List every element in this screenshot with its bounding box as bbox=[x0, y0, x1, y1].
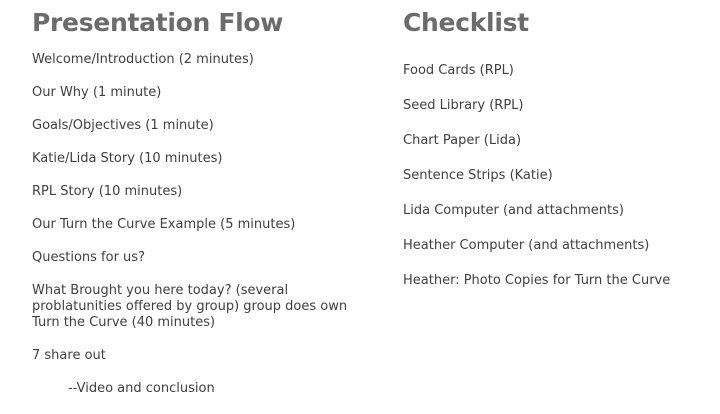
checklist-item-seed-library: Seed Library (RPL) bbox=[403, 98, 524, 113]
flow-item-turn-the-curve-example: Our Turn the Curve Example (5 minutes) bbox=[32, 217, 296, 232]
checklist-title: Checklist bbox=[403, 8, 529, 37]
flow-item-welcome: Welcome/Introduction (2 minutes) bbox=[32, 52, 254, 67]
flow-item-questions: Questions for us? bbox=[32, 250, 145, 265]
flow-item-share-out: 7 share out bbox=[32, 348, 106, 363]
flow-item-what-brought-you: What Brought you here today? (several problatunities offered by group) group does own Turn the Curve (40 minutes) bbox=[32, 283, 348, 330]
checklist-item-photo-copies: Heather: Photo Copies for Turn the Curve bbox=[403, 273, 671, 288]
checklist-item-food-cards: Food Cards (RPL) bbox=[403, 63, 514, 78]
checklist-item-lida-computer: Lida Computer (and attachments) bbox=[403, 203, 624, 218]
checklist-list bbox=[403, 63, 703, 308]
checklist-item-chart-paper: Chart Paper (Lida) bbox=[403, 133, 522, 148]
presentation-flow-title: Presentation Flow bbox=[32, 8, 284, 37]
presentation-flow-list bbox=[32, 52, 352, 414]
flow-item-rpl-story: RPL Story (10 minutes) bbox=[32, 184, 183, 199]
checklist-item-heather-computer: Heather Computer (and attachments) bbox=[403, 238, 650, 253]
flow-item-katie-lida-story: Katie/Lida Story (10 minutes) bbox=[32, 151, 223, 166]
flow-item-our-why: Our Why (1 minute) bbox=[32, 85, 162, 100]
flow-item-goals: Goals/Objectives (1 minute) bbox=[32, 118, 214, 133]
flow-item-video-conclusion: --Video and conclusion bbox=[68, 381, 215, 396]
checklist-item-sentence-strips: Sentence Strips (Katie) bbox=[403, 168, 553, 183]
